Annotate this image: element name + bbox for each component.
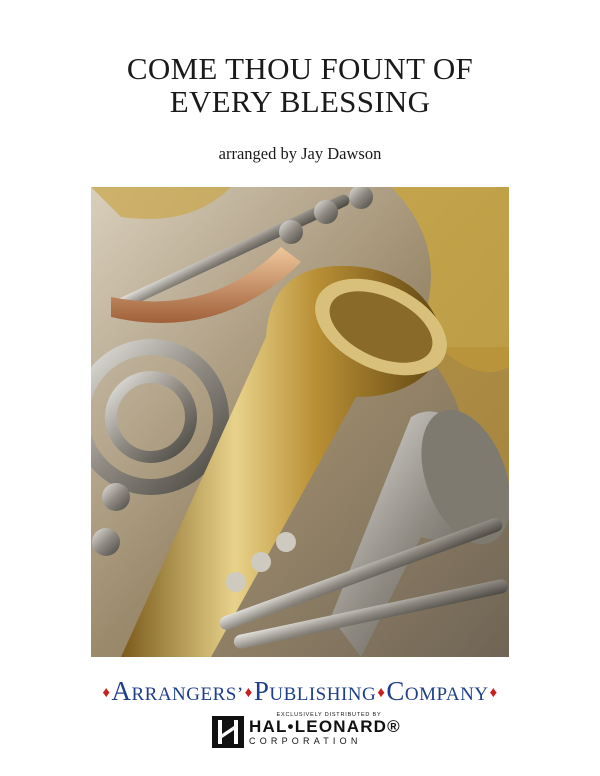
publisher-word-1-cap: A bbox=[111, 676, 132, 706]
brass-instruments-photo bbox=[91, 187, 509, 657]
hal-leonard-text bbox=[249, 712, 409, 746]
title-line-2: EVERY BLESSING bbox=[169, 84, 431, 119]
publisher-word-2: UBLISHING bbox=[269, 684, 377, 705]
diamond-icon: ♦ bbox=[489, 685, 498, 701]
diamond-icon: ♦ bbox=[102, 685, 111, 701]
diamond-icon: ♦ bbox=[377, 685, 386, 701]
hal-leonard-logo-icon bbox=[212, 716, 244, 748]
exclusively-distributed-label: EXCLUSIVELY DISTRIBUTED BY bbox=[276, 712, 382, 718]
hal-leonard-name: HAL•LEONARD® bbox=[249, 717, 401, 736]
distributor-block bbox=[0, 711, 600, 751]
publisher-word-3: OMPANY bbox=[404, 684, 489, 705]
diamond-icon: ♦ bbox=[244, 685, 253, 701]
publisher-word-1: RRANGERS’ bbox=[131, 684, 244, 705]
publisher-name bbox=[0, 676, 600, 707]
corporation-label: CORPORATION bbox=[249, 736, 362, 746]
publisher-word-2-cap: P bbox=[253, 676, 270, 706]
publisher-word-3-cap: C bbox=[386, 676, 405, 706]
arranger-credit: arranged by Jay Dawson bbox=[218, 144, 382, 163]
cover-title bbox=[0, 52, 600, 118]
title-line-1: COME THOU FOUNT OF bbox=[126, 51, 474, 86]
